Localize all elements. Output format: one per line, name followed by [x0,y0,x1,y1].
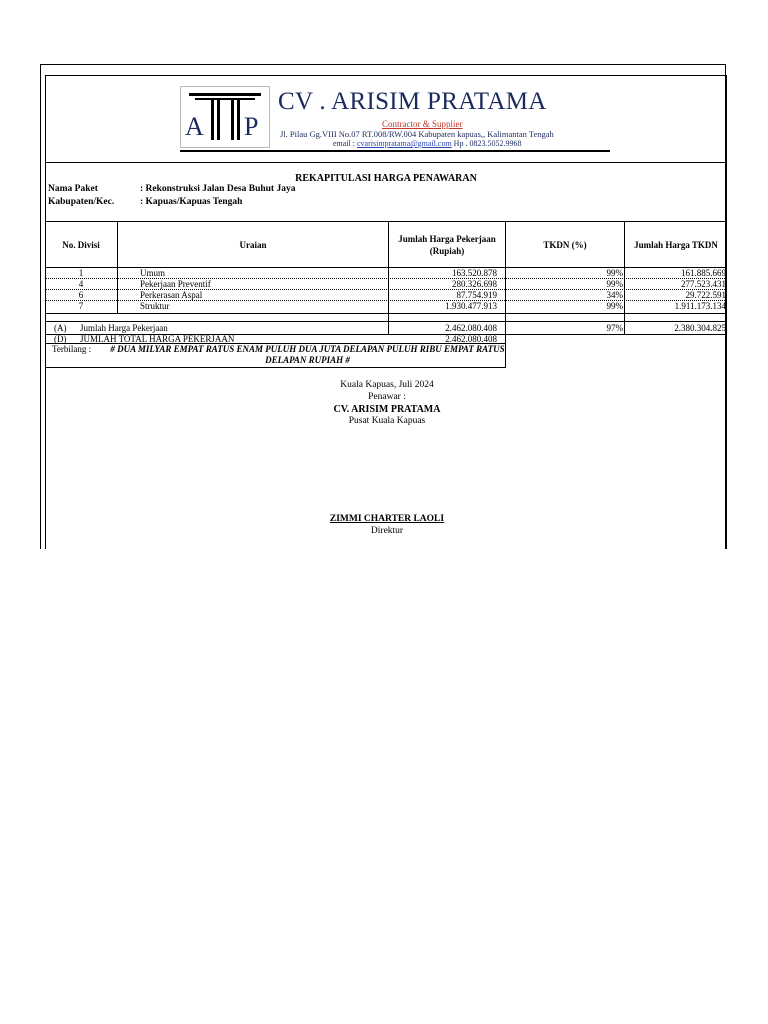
row-harga-tkdn: 1.911.173.134 [674,301,726,311]
row-uraian: Umum [140,268,166,278]
header-jumlah-harga: Jumlah Harga Pekerjaan (Rupiah) [398,233,496,256]
row-harga-tkdn: 29.722.591 [685,290,726,300]
signatory-name: ZIMMI CHARTER LAOLI [329,514,445,524]
email-link[interactable]: cvarisimpratama@gmail.com [357,139,452,148]
atp-logo-icon [181,87,269,147]
row-no: 7 [78,301,84,311]
header-harga-tkdn: Jumlah Harga TKDN [634,239,718,250]
logo-letter-p: P [244,112,259,141]
signature-place-date: Kuala Kapuas, Juli 2024 [340,380,434,390]
signature-role: Penawar : [368,392,406,402]
summary-a-jumlah: 2.462.080.408 [445,323,497,333]
signature-office: Pusat Kuala Kapuas [348,416,426,426]
signatory-position: Direktur [370,526,404,536]
row-jumlah: 1.930.477.913 [445,301,497,311]
row-no: 1 [78,268,84,278]
divider [45,162,727,163]
info-label-paket: Nama Paket [48,184,98,194]
terbilang-label: Terbilang : [52,344,92,354]
row-jumlah: 280.326.698 [452,279,497,289]
info-value-paket: : Rekonstruksi Jalan Desa Buhut Jaya [140,184,296,194]
company-address: Jl. Pilau Gg.VIII No.07 RT.008/RW.004 Kabupaten kapuas,, Kalimantan Tengah [280,129,554,139]
row-jumlah: 163.520.878 [452,268,497,278]
row-no: 4 [78,279,84,289]
summary-a-code: (A) [54,323,67,333]
row-harga-tkdn: 161.885.669 [681,268,726,278]
company-tagline: Contractor & Supplier [382,119,463,129]
summary-d-label: JUMLAH TOTAL HARGA PEKERJAAN [80,334,235,344]
info-value-kabupaten: : Kapuas/Kapuas Tengah [140,197,243,207]
summary-a-tkdn: 97% [606,323,623,333]
summary-a-harga-tkdn: 2.380.304.825 [674,323,726,333]
summary-a-label: Jumlah Harga Pekerjaan [80,323,168,333]
row-uraian: Pekerjaan Preventif [140,279,211,289]
letterhead-rule [180,150,610,152]
email-label: email : [333,139,355,148]
row-uraian: Struktur [140,301,170,311]
phone-number: Hp . 0823.5052.9968 [453,139,522,148]
header-tkdn: TKDN (%) [543,239,587,250]
row-jumlah: 87.754.919 [456,290,497,300]
signature-company: CV. ARISIM PRATAMA [333,404,441,415]
company-name: CV . ARISIM PRATAMA [278,88,547,115]
row-tkdn: 99% [606,301,623,311]
info-label-kabupaten: Kabupaten/Kec. [48,197,115,207]
company-contact [333,139,521,148]
row-tkdn: 34% [606,290,623,300]
summary-d-code: (D) [54,334,67,344]
row-harga-tkdn: 277.523.431 [681,279,726,289]
summary-d-jumlah: 2.462.080.408 [445,334,497,344]
company-logo [180,86,270,148]
row-tkdn: 99% [606,279,623,289]
header-no-divisi: No. Divisi [62,239,100,250]
row-tkdn: 99% [606,268,623,278]
terbilang-bottom [45,367,506,368]
terbilang-text: # DUA MILYAR EMPAT RATUS ENAM PULUH DUA JUTA DELAPAN PULUH RIBU EMPAT RATUS DELAPAN RUPIAH # [110,344,505,365]
row-uraian: Perkerasan Aspal [140,290,203,300]
row-no: 6 [78,290,84,300]
document-title: REKAPITULASI HARGA PENAWARAN [295,173,477,184]
logo-letter-a: A [185,112,204,141]
header-uraian: Uraian [239,239,267,250]
